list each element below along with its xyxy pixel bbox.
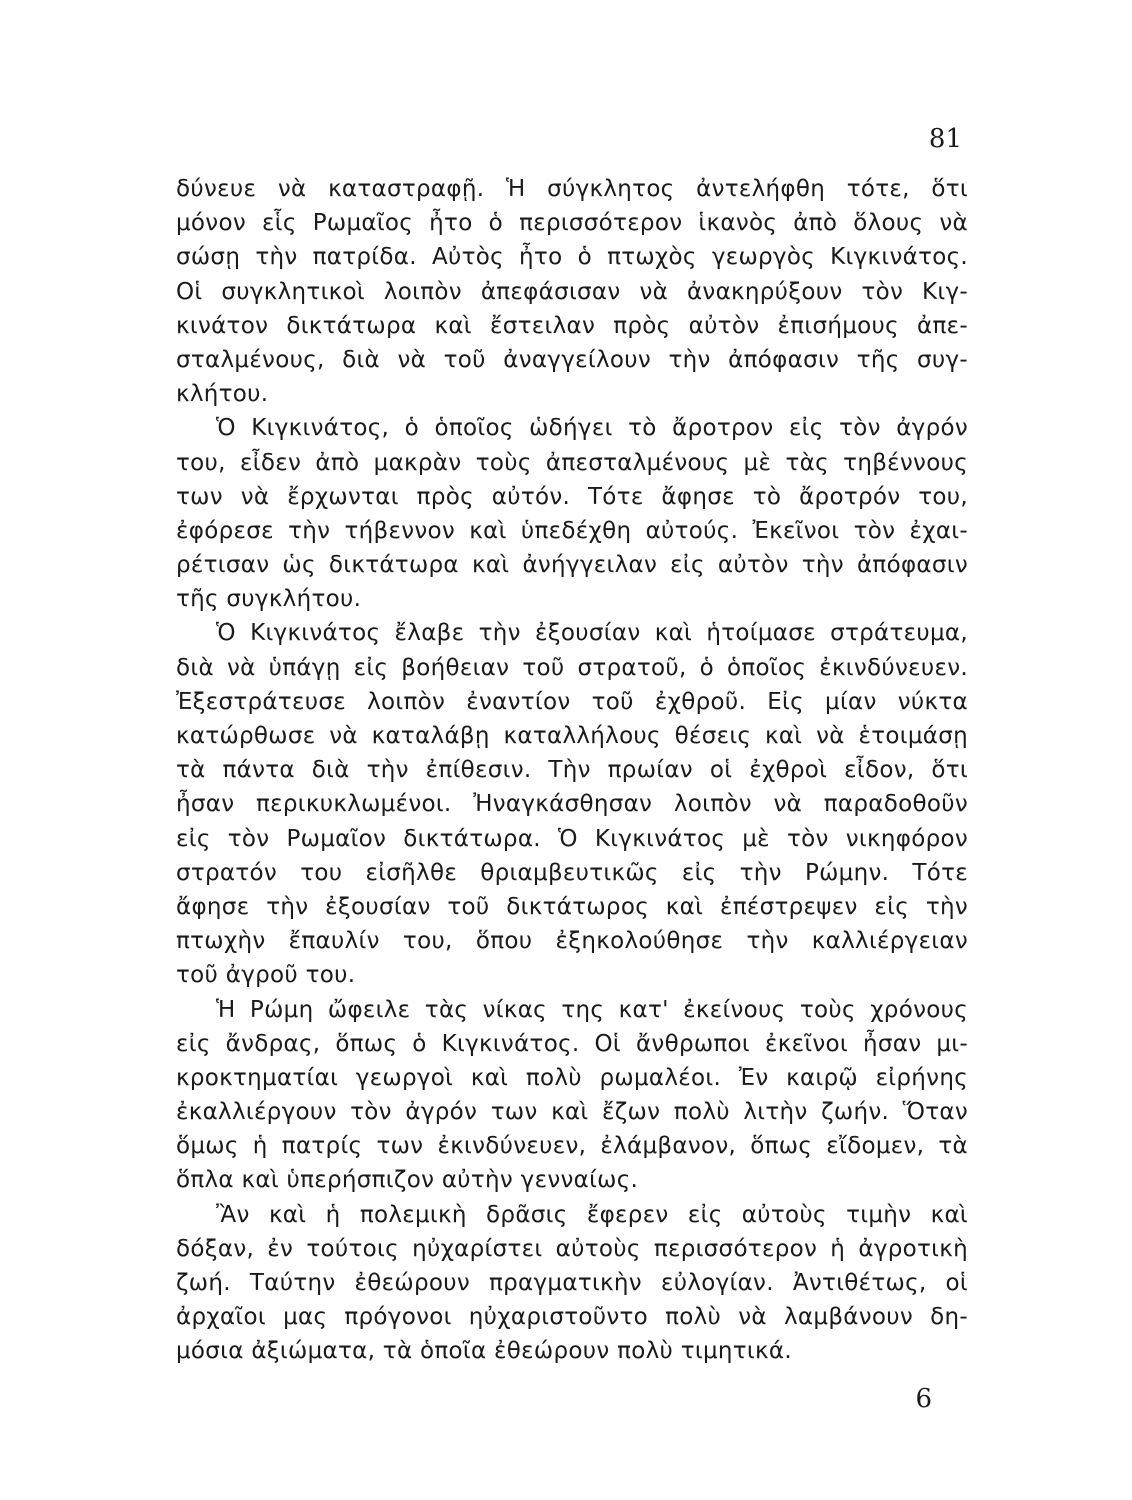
text-line: τῆς συγκλήτου.: [176, 586, 362, 613]
text-line: ἐφόρεσε τὴν τήβεννον καὶ ὑπεδέχθη αὐτούς. Ἐκεῖνοι τὸν ἐχαι-: [176, 517, 968, 544]
text-line: πτωχὴν ἔπαυλίν του, ὅπου ἐξηκολούθησε τὴν καλλιέργειαν: [176, 928, 968, 955]
paragraph-4: [176, 993, 968, 1198]
text-line: εἰς ἄνδρας, ὅπως ὁ Κιγκινάτος. Οἱ ἄνθρωποι ἐκεῖνοι ἦσαν μι-: [176, 1030, 968, 1057]
text-line: ἄφησε τὴν ἐξουσίαν τοῦ δικτάτωρος καὶ ἐπέστρεψεν εἰς τὴν: [176, 893, 968, 920]
text-line: ἦσαν περικυκλωμένοι. Ἠναγκάσθησαν λοιπὸν νὰ παραδοθοῦν: [176, 791, 968, 818]
text-line: ὅπλα καὶ ὑπερήσπιζον αὐτὴν γενναίως.: [176, 1167, 639, 1194]
text-line: μόσια ἀξιώματα, τὰ ὁποῖα ἐθεώρουν πολὺ τιμητικά.: [176, 1338, 792, 1365]
text-line: Ὁ Κιγκινάτος, ὁ ὁποῖος ὡδήγει τὸ ἄροτρον εἰς τὸν ἀγρόν: [216, 415, 968, 442]
paragraph-1: [176, 172, 968, 411]
text-line: ἀρχαῖοι μας πρόγονοι ηὐχαριστοῦντο πολὺ νὰ λαμβάνουν δη-: [176, 1304, 968, 1331]
text-line: κατώρθωσε νὰ καταλάβῃ καταλλήλους θέσεις καὶ νὰ ἑτοιμάσῃ: [176, 723, 968, 749]
text-line: εἰς τὸν Ρωμαῖον δικτάτωρα. Ὁ Κιγκινάτος μὲ τὸν νικηφόρον: [176, 825, 968, 852]
paragraph-2: [176, 411, 968, 616]
text-line: των νὰ ἔρχωνται πρὸς αὐτόν. Τότε ἄφησε τὸ ἄροτρόν του,: [176, 483, 968, 510]
text-line: ὅμως ἡ πατρίς των ἐκινδύνευεν, ἐλάμβανον, ὅπως εἴδομεν, τὰ: [176, 1133, 968, 1160]
text-line: τὰ πάντα διὰ τὴν ἐπίθεσιν. Τὴν πρωίαν οἱ ἐχθροὶ εἶδον, ὅτι: [176, 757, 968, 784]
text-line: σώσῃ τὴν πατρίδα. Αὐτὸς ἦτο ὁ πτωχὸς γεωργὸς Κιγκινάτος.: [176, 244, 968, 271]
paragraph-5: [176, 1198, 968, 1369]
body-text: [176, 172, 968, 1369]
text-line: κροκτηματίαι γεωργοὶ καὶ πολὺ ρωμαλέοι. Ἐν καιρῷ εἰρήνης: [176, 1064, 968, 1091]
text-line: του, εἶδεν ἀπὸ μακρὰν τοὺς ἀπεσταλμένους μὲ τὰς τηβέννους: [176, 449, 968, 476]
text-line: στρατόν του εἰσῆλθε θριαμβευτικῶς εἰς τὴν Ρώμην. Τότε: [176, 859, 968, 886]
text-line: δόξαν, ἐν τούτοις ηὐχαρίστει αὐτοὺς περισσότερον ἡ ἀγροτικὴ: [176, 1235, 968, 1262]
text-line: Οἱ συγκλητικοὶ λοιπὸν ἀπεφάσισαν νὰ ἀνακηρύξουν τὸν Κιγ-: [176, 278, 968, 305]
paragraph-3: [176, 616, 968, 992]
text-line: ζωή. Ταύτην ἐθεώρουν πραγματικὴν εὐλογίαν. Ἀντιθέτως, οἱ: [176, 1270, 968, 1296]
text-line: ρέτισαν ὡς δικτάτωρα καὶ ἀνήγγειλαν εἰς αὐτὸν τὴν ἀπόφασιν: [176, 552, 968, 579]
text-line: δύνευε νὰ καταστραφῇ. Ἡ σύγκλητος ἀντελήφθη τότε, ὅτι: [176, 176, 968, 202]
text-line: τοῦ ἀγροῦ του.: [176, 962, 356, 989]
text-line: κλήτου.: [176, 381, 269, 408]
text-line: Ἐξεστράτευσε λοιπὸν ἐναντίον τοῦ ἐχθροῦ. Εἰς μίαν νύκτα: [176, 688, 968, 715]
text-line: κινάτον δικτάτωρα καὶ ἔστειλαν πρὸς αὐτὸν ἐπισήμους ἀπε-: [176, 312, 968, 339]
text-line: Ἂν καὶ ἡ πολεμικὴ δρᾶσις ἔφερεν εἰς αὐτοὺς τιμὴν καὶ: [216, 1201, 968, 1228]
text-line: ἐκαλλιέργουν τὸν ἀγρόν των καὶ ἔζων πολὺ λιτὴν ζωήν. Ὅταν: [176, 1099, 968, 1126]
text-line: σταλμένους, διὰ νὰ τοῦ ἀναγγείλουν τὴν ἀπόφασιν τῆς συγ-: [176, 346, 968, 373]
printer-signature-mark: 6: [915, 1384, 932, 1414]
text-line: μόνον εἷς Ρωμαῖος ἦτο ὁ περισσότερον ἱκανὸς ἀπὸ ὅλους νὰ: [176, 210, 968, 237]
text-line: διὰ νὰ ὑπάγῃ εἰς βοήθειαν τοῦ στρατοῦ, ὁ ὁποῖος ἐκινδύνευεν.: [176, 654, 968, 681]
page-number: 81: [928, 124, 962, 154]
text-line: Ἡ Ρώμη ὤφειλε τὰς νίκας της κατ' ἐκείνους τοὺς χρόνους: [216, 996, 968, 1023]
text-line: Ὁ Κιγκινάτος ἔλαβε τὴν ἐξουσίαν καὶ ἡτοίμασε στράτευμα,: [216, 620, 968, 647]
